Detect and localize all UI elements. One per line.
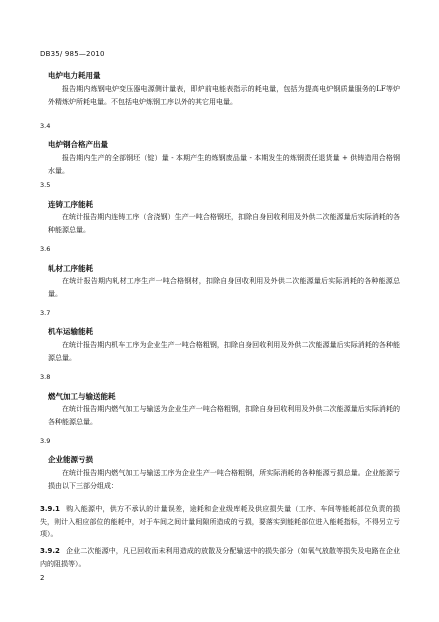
list-item [40, 545, 400, 570]
item-number: 3.9.1 [40, 505, 60, 513]
list-item [40, 503, 400, 541]
section-heading: 企业能源亏损 [48, 455, 93, 464]
section-paragraph: 在统计报告期内连铸工序（含浇钢）生产一吨合格钢坯，扣除自身回收利用及外供二次能源量后实际消耗的各种能源总量。 [48, 213, 400, 234]
section-heading: 电炉电力耗用量 [48, 71, 101, 80]
section-paragraph: 在统计报告期内燃气加工与输送为企业生产一吨合格粗钢，扣除自身回收利用及外供二次能源量后实际消耗的各种能源总量。 [48, 405, 400, 426]
section-heading: 轧材工序能耗 [48, 264, 93, 273]
section-heading: 燃气加工与输送能耗 [48, 392, 116, 401]
section-number: 3.4 [40, 122, 51, 130]
section-number: 3.7 [40, 309, 51, 317]
standard-code: DB35/ 985—2010 [40, 50, 105, 58]
section-heading: 连铸工序能耗 [48, 200, 93, 209]
section-number: 3.9 [40, 437, 51, 445]
section-paragraph: 在统计报告期内燃气加工与输送工序为企业生产一吨合格粗钢，所实际消耗的各种能源亏损总量。企业能源亏损由以下三部分组成： [48, 469, 400, 490]
section-paragraph: 在统计报告期内轧材工序生产一吨合格钢材，扣除自身回收利用及外供二次能源量后实际消耗的各种能源总量。 [48, 277, 400, 298]
item-text: 企业二次能源中，凡已回收而未利用造成的放散及分配输送中的损失部分（如氧气放散等损失及电路在企业内的阻损等）。 [40, 547, 400, 568]
item-number: 3.9.2 [40, 547, 60, 555]
page-number: 2 [40, 574, 45, 582]
item-text: 购入能源中，供方不承认的计量误差，途耗和企业级库耗及供应损失量（工序、车间等能耗部位负责的损失，则计入相应部位的能耗中，对于车间之间计量间隙所造成的亏损，要落实到能耗部位进入能耗指标，不得另立亏项）。 [40, 505, 400, 538]
section-paragraph: 报告期内炼钢电炉变压器电源侧计量表，即炉前电能表指示的耗电量，包括为提高电炉钢质量服务的LF等炉外精炼炉所耗电量。不包括电炉炼钢工序以外的其它用电量。 [48, 85, 400, 106]
section-heading: 机车运输能耗 [48, 327, 93, 336]
section-paragraph: 在统计报告期内机车工序为企业生产一吨合格粗钢，扣除自身回收利用及外供二次能源量后实际消耗的各种能源总量。 [48, 341, 400, 362]
section-number: 3.8 [40, 373, 51, 381]
section-number: 3.5 [40, 181, 51, 189]
section-heading: 电炉钢合格产出量 [48, 140, 108, 149]
section-number: 3.6 [40, 245, 51, 253]
section-paragraph: 报告期内生产的全部钢坯（锭）量 - 本期产生的炼钢废品量 - 本期发生的炼钢责任退货量 + 供铸造用合格钢水量。 [48, 154, 400, 175]
